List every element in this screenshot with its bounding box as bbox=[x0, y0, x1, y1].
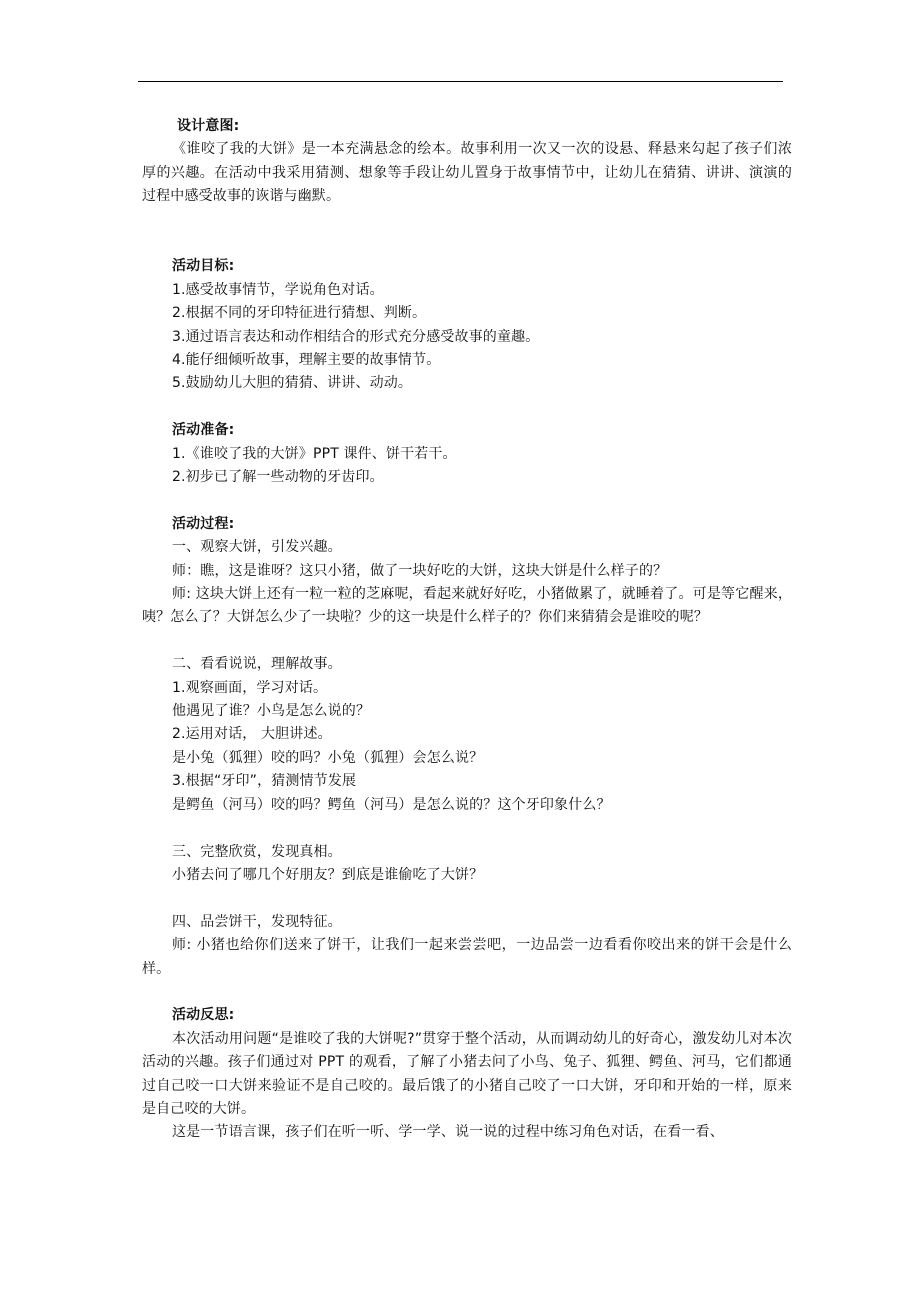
preparation-item: 2.初步已了解一些动物的牙齿印。 bbox=[172, 469, 384, 486]
goals-heading: 活动目标: bbox=[172, 258, 235, 275]
process-part2-line: 1.观察画面，学习对话。 bbox=[172, 679, 328, 696]
goal-item: 2.根据不同的牙印特征进行猜想、判断。 bbox=[172, 305, 427, 322]
goal-item: 5.鼓励幼儿大胆的猜猜、讲讲、动动。 bbox=[172, 375, 413, 392]
goal-item: 4.能仔细倾听故事，理解主要的故事情节。 bbox=[172, 352, 441, 369]
reflection-paragraph: 本次活动用问题“是谁咬了我的大饼呢?”贯穿于整个活动，从而调动幼儿的好奇心，激发幼儿对本次活动的兴趣。孩子们通过对 PPT 的观看，了解了小猪去问了小鸟、兔子、狐狸、鳄鱼、河马，它们都通过自己咬一口大饼来验证不是自己咬的。最后饿了的小猪自己咬了一口大饼，牙印和开始的一样，原来是自己咬的大饼。 bbox=[142, 1030, 792, 1117]
process-part2-line: 3.根据“牙印”，猜测情节发展 bbox=[172, 773, 357, 790]
process-part2-title: 二、看看说说，理解故事。 bbox=[172, 656, 342, 673]
goal-item: 3.通过语言表达和动作相结合的形式充分感受故事的童趣。 bbox=[172, 328, 540, 345]
process-part1-title: 一、观察大饼，引发兴趣。 bbox=[172, 539, 342, 556]
process-part3-title: 三、完整欣赏，发现真相。 bbox=[172, 843, 342, 860]
reflection-paragraph-continued: 这是一节语言课，孩子们在听一听、学一学、说一说的过程中练习角色对话，在看一看、 bbox=[172, 1124, 724, 1141]
design-intent-heading: 设计意图: bbox=[177, 118, 240, 134]
process-part2-line: 2.运用对话， 大胆讲述。 bbox=[172, 726, 332, 743]
design-intent-paragraph: 《谁咬了我的大饼》是一本充满悬念的绘本。故事利用一次又一次的设悬、释悬来勾起了孩子们浓厚的兴趣。在活动中我采用猜测、想象等手段让幼儿置身于故事情节中，让幼儿在猜猜、讲讲、演演的过程中感受故事的诙谐与幽默。 bbox=[142, 141, 792, 205]
process-part3-line: 小猪去问了哪几个好朋友？到底是谁偷吃了大饼？ bbox=[172, 866, 484, 883]
process-heading: 活动过程: bbox=[172, 515, 235, 532]
header-rule bbox=[138, 81, 783, 82]
process-part1-paragraph: 师: 这块大饼上还有一粒一粒的芝麻呢，看起来就好好吃，小猪做累了，就睡着了。可是等它醒来，咦？怎么了？大饼怎么少了一块啦？少的这一块是什么样子的？你们来猜猜会是谁咬的呢？ bbox=[142, 586, 792, 626]
process-part2-line: 他遇见了谁？小鸟是怎么说的？ bbox=[172, 703, 371, 720]
process-part4-paragraph: 师: 小猪也给你们送来了饼干，让我们一起来尝尝吧，一边品尝一边看看你咬出来的饼干会是什么样。 bbox=[142, 937, 792, 977]
goal-item: 1.感受故事情节，学说角色对话。 bbox=[172, 281, 384, 298]
document-body bbox=[142, 115, 792, 1145]
process-part2-line: 是鳄鱼（河马）咬的吗？鳄鱼（河马）是怎么说的？这个牙印象什么？ bbox=[172, 796, 611, 813]
process-part4-title: 四、品尝饼干，发现特征。 bbox=[172, 913, 342, 930]
preparation-heading: 活动准备: bbox=[172, 422, 235, 439]
preparation-item: 1.《谁咬了我的大饼》PPT 课件、饼干若干。 bbox=[172, 445, 457, 462]
process-part2-line: 是小兔（狐狸）咬的吗？小兔（狐狸）会怎么说？ bbox=[172, 749, 484, 766]
reflection-heading: 活动反思: bbox=[172, 1007, 235, 1024]
process-part1-line: 师：瞧，这是谁呀？这只小猪，做了一块好吃的大饼，这块大饼是什么样子的？ bbox=[172, 562, 668, 579]
